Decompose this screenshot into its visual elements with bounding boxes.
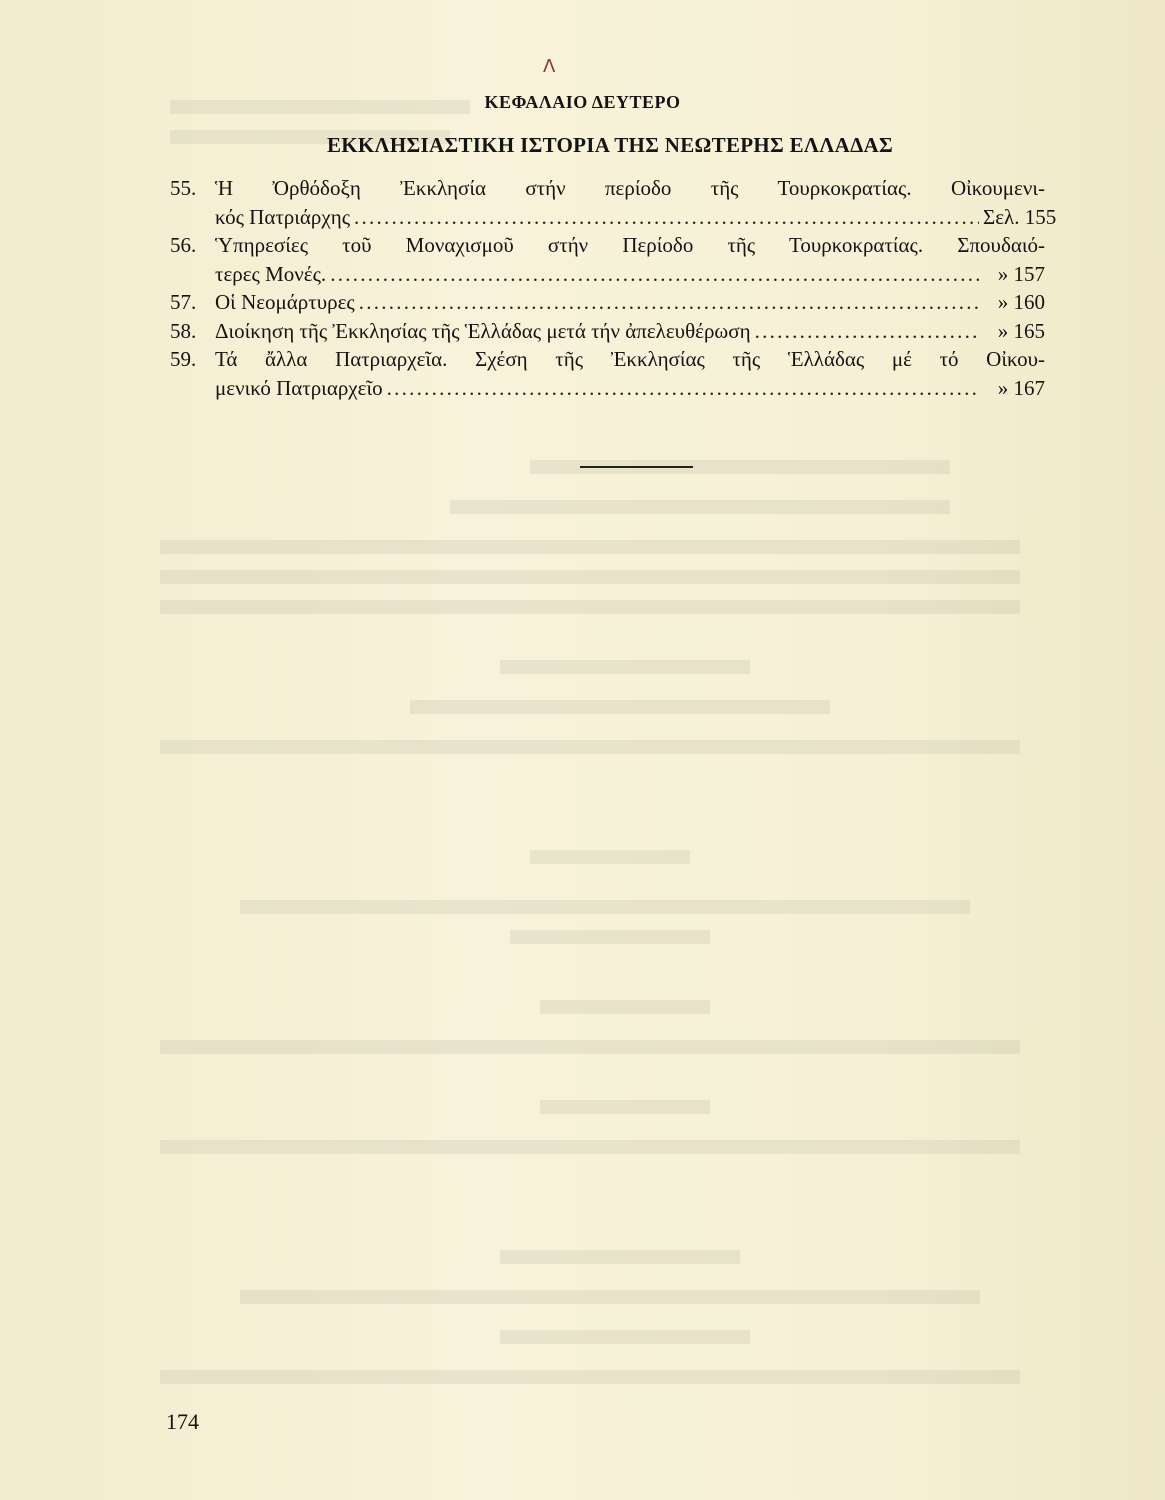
- toc-entry-55: [170, 174, 1057, 231]
- entry-title-end: τερες Μονές.: [215, 261, 327, 286]
- section-heading: ΕΚΚΛΗΣΙΑΣΤΙΚΗ ΙΣΤΟΡΙΑ ΤΗΣ ΝΕΩΤΕΡΗΣ ΕΛΛΑΔΑΣ: [326, 133, 894, 157]
- entry-title-line1: Ἡ Ὀρθόδοξη Ἐκκλησία στήν περίοδο τῆς Τουρκοκρατίας. Οἰκουμενι-: [215, 176, 1045, 200]
- entry-title-line1: Τά ἄλλα Πατριαρχεῖα. Σχέση τῆς Ἐκκλησίας τῆς Ἑλλάδας μέ τό Οἰκου-: [215, 347, 1045, 371]
- toc-entry-58: [170, 317, 1045, 346]
- toc-entry-57: [170, 288, 1045, 317]
- entry-title-line: [215, 288, 1045, 317]
- dot-leader: [354, 203, 979, 232]
- entry-number: 59.: [170, 347, 197, 371]
- dot-leader: [755, 317, 979, 346]
- dot-leader: [330, 260, 979, 289]
- entry-title-line2: [215, 260, 1045, 289]
- entry-number: 55.: [170, 176, 197, 200]
- entry-title-end: μενικό Πατριαρχεῖο: [215, 375, 383, 400]
- entry-number: 58.: [170, 318, 197, 343]
- entry-title-line: [215, 317, 1045, 346]
- entry-number: 56.: [170, 233, 197, 257]
- toc-entry-59: [170, 345, 1045, 402]
- section-divider: [580, 466, 693, 468]
- entry-title-line2: [215, 203, 1057, 232]
- entry-title-line2: [215, 374, 1045, 403]
- entry-title: Διοίκηση τῆς Ἐκκλησίας τῆς Ἑλλάδας μετά τήν ἀπελευθέρωση: [215, 318, 751, 343]
- dot-leader: [359, 288, 979, 317]
- entry-page: » 157: [997, 261, 1045, 286]
- pencil-mark: Λ: [543, 56, 556, 77]
- page-number: 174: [166, 1409, 199, 1434]
- entry-number: 57.: [170, 290, 197, 314]
- entry-title-end: κός Πατριάρχης: [215, 204, 351, 229]
- dot-leader: [387, 374, 979, 403]
- entry-page: » 167: [997, 375, 1045, 400]
- entry-title-line1: Ὑπηρεσίες τοῦ Μοναχισμοῦ στήν Περίοδο τῆς Τουρκοκρατίας. Σπουδαιό-: [215, 233, 1045, 257]
- entry-page: » 160: [997, 290, 1045, 314]
- toc-entry-56: [170, 231, 1045, 288]
- entry-page: » 165: [997, 318, 1045, 343]
- table-of-contents: [170, 174, 1057, 402]
- entry-page: Σελ. 155: [983, 204, 1057, 229]
- entry-title: Οἱ Νεομάρτυρες: [215, 290, 355, 314]
- chapter-heading: ΚΕΦΑΛΑΙΟ ΔΕΥΤΕΡΟ: [484, 92, 681, 112]
